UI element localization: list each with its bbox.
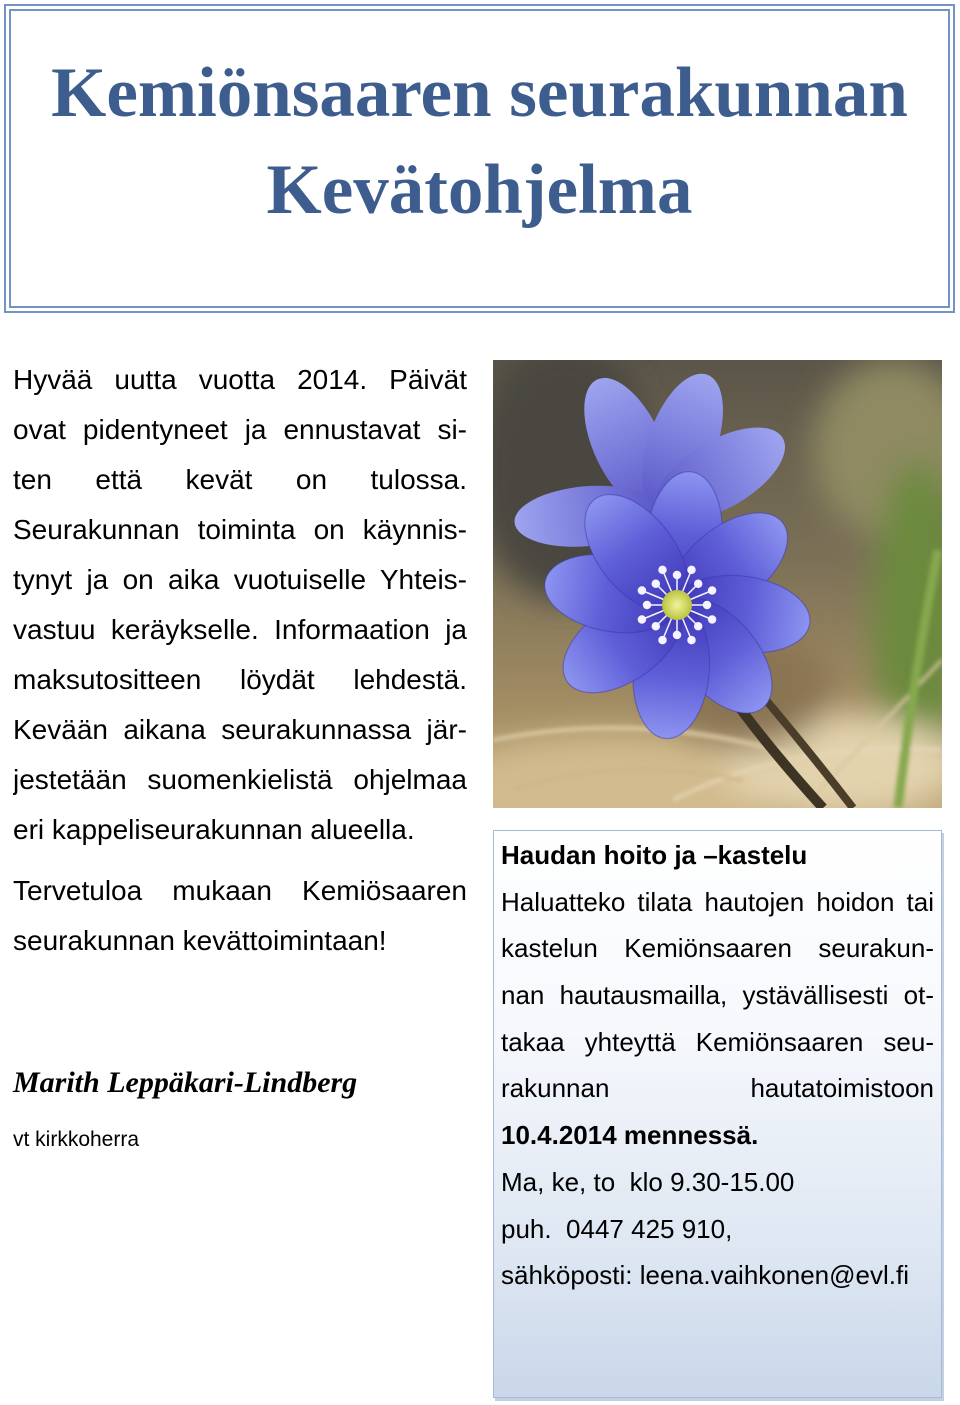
deadline-text: 10.4.2014 mennessä. (501, 1120, 759, 1151)
title-box (4, 4, 955, 313)
text-line: Kevään aikana seurakunnassa jär- (13, 714, 467, 745)
text-line: seurakunnan kevättoimintaan! (13, 925, 387, 956)
text-line: maksutositteen löydät lehdestä. (13, 664, 467, 695)
text-line: vastuu keräykselle. Informaation ja (13, 614, 467, 645)
text-line: ten että kevät on tulossa. (13, 464, 467, 495)
flower-photo (493, 360, 942, 808)
text-line: tynyt ja on aika vuotuiselle Yhteis- (13, 564, 467, 595)
email-address: sähköposti: leena.vaihkonen@evl.fi (501, 1260, 909, 1291)
office-hours: Ma, ke, to klo 9.30-15.00 (501, 1166, 795, 1197)
intro-paragraph-2 (13, 866, 467, 966)
intro-paragraph-1 (13, 355, 467, 855)
flower-center (662, 590, 692, 620)
signature-role: vt kirkkoherra (13, 1128, 140, 1151)
grave-care-heading: Haudan hoito ja –kastelu (501, 840, 808, 870)
text-line: jestetään suomenkielistä ohjelmaa (13, 764, 467, 795)
hepatica-flower-photo (493, 360, 942, 808)
text-line: takaa yhteyttä Kemiönsaaren seu- (501, 1026, 934, 1057)
signature-name: Marith Leppäkari-Lindberg (13, 1066, 358, 1099)
text-line: eri kappeliseurakunnan alueella. (13, 814, 415, 845)
text-line: Tervetuloa mukaan Kemiösaaren (13, 875, 467, 906)
text-line: Haluatteko tilata hautojen hoidon tai (501, 886, 934, 917)
phone-number: puh. 0447 425 910, (501, 1213, 733, 1244)
text-line: nan hautausmailla, ystävällisesti ot- (501, 980, 934, 1011)
title-line-1: Kemiönsaaren seurakunnan (51, 54, 908, 132)
text-line: Hyvää uutta vuotta 2014. Päivät (13, 364, 467, 395)
title-line-2: Kevätohjelma (266, 151, 693, 229)
text-line: Seurakunnan toiminta on käynnis- (13, 514, 467, 545)
text-line: kastelun Kemiönsaaren seurakun- (501, 933, 934, 964)
grave-care-box (493, 830, 942, 1398)
text-line: rakunnan hautatoimistoon (501, 1073, 934, 1104)
text-line: ovat pidentyneet ja ennustavat si- (13, 414, 467, 445)
